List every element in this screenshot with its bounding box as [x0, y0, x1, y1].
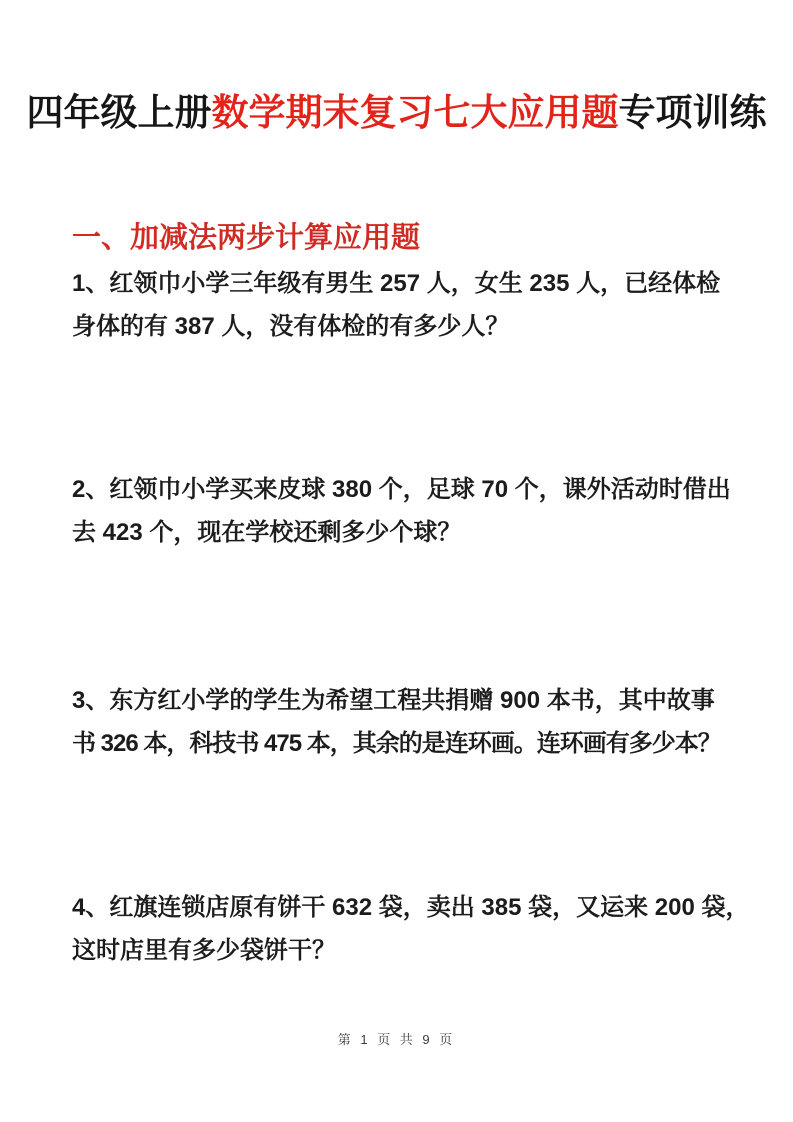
title-segment-black-left: 四年级上册 — [26, 92, 212, 133]
problem-1-line-2: 身体的有 387 人，没有体检的有多少人？ — [72, 313, 510, 340]
problem-1-line-1: 1、红领巾小学三年级有男生 257 人，女生 235 人，已经体检 — [72, 270, 721, 297]
problem-2-line-2: 去 423 个，现在学校还剩多少个球？ — [72, 519, 462, 546]
problem-2 — [72, 468, 732, 554]
problem-3-line-2: 书 326 本，科技书 475 本，其余的是连环画。连环画有多少本？ — [72, 730, 721, 757]
section-heading: 一、加减法两步计算应用题 — [72, 222, 421, 254]
page-title — [0, 88, 793, 138]
title-segment-black-right: 专项训练 — [618, 92, 767, 133]
problem-4-line-1: 4、红旗连锁店原有饼干 632 袋，卖出 385 袋，又运来 200 袋， — [72, 894, 750, 921]
problem-2-line-1: 2、红领巾小学买来皮球 380 个，足球 70 个，课外活动时借出 — [72, 476, 731, 503]
problem-3 — [72, 679, 732, 765]
problem-4-line-2: 这时店里有多少袋饼干？ — [72, 937, 336, 964]
problem-3-line-1: 3、东方红小学的学生为希望工程共捐赠 900 本书，其中故事 — [72, 687, 715, 714]
problem-1 — [72, 262, 732, 348]
title-segment-red: 数学期末复习七大应用题 — [211, 92, 619, 133]
problem-4 — [72, 886, 750, 972]
page-number-footer: 第 1 页 共 9 页 — [337, 1032, 456, 1047]
